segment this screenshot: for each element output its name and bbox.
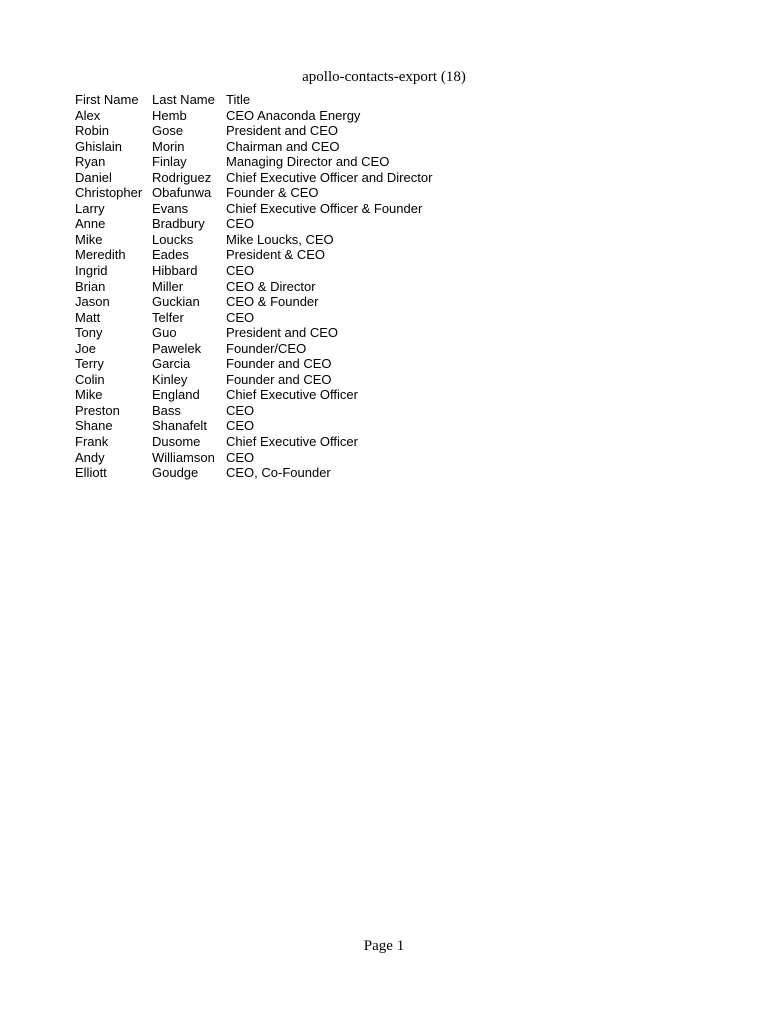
table-header-row	[73, 92, 526, 108]
cell-last-name: Garcia	[152, 356, 191, 372]
cell-first-name: Colin	[75, 371, 105, 387]
cell-last-name: Gose	[152, 123, 184, 139]
cell-title: CEO	[226, 263, 255, 279]
cell-title: Chairman and CEO	[226, 138, 340, 154]
cell-title: Founder/CEO	[226, 340, 307, 356]
cell-last-name: Telfer	[152, 309, 184, 325]
cell-title: CEO & Director	[226, 278, 316, 294]
table-row	[73, 123, 526, 139]
cell-last-name: Pawelek	[152, 340, 202, 356]
cell-first-name: Preston	[75, 402, 120, 418]
cell-title: CEO	[226, 402, 255, 418]
cell-last-name: Miller	[152, 278, 184, 294]
cell-first-name: Tony	[75, 325, 103, 341]
cell-title: CEO, Co-Founder	[226, 465, 331, 481]
cell-first-name: Terry	[75, 356, 104, 372]
cell-first-name: Daniel	[75, 169, 112, 185]
cell-last-name: Guckian	[152, 294, 200, 310]
cell-title: Founder and CEO	[226, 371, 332, 387]
cell-first-name: Shane	[75, 418, 113, 434]
cell-last-name: Finlay	[152, 154, 187, 170]
cell-title: Founder & CEO	[226, 185, 319, 201]
cell-first-name: Jason	[75, 294, 110, 310]
cell-last-name: Bradbury	[152, 216, 205, 232]
cell-last-name: Kinley	[152, 371, 188, 387]
table-row	[73, 185, 526, 201]
page-number: Page 1	[363, 938, 405, 954]
table-row	[73, 450, 526, 466]
column-header-title: Title	[226, 92, 251, 107]
cell-first-name: Mike	[75, 387, 103, 403]
cell-title: CEO & Founder	[226, 294, 319, 310]
cell-first-name: Alex	[75, 107, 101, 123]
cell-first-name: Ghislain	[75, 138, 122, 154]
cell-first-name: Christopher	[75, 185, 143, 201]
table-row	[73, 232, 526, 248]
table-row	[73, 434, 526, 450]
table-row	[73, 418, 526, 434]
cell-first-name: Mike	[75, 231, 103, 247]
table-row	[73, 372, 526, 388]
cell-last-name: Bass	[152, 402, 181, 418]
cell-title: Founder and CEO	[226, 356, 332, 372]
cell-last-name: Goudge	[152, 465, 199, 481]
cell-last-name: Evans	[152, 200, 189, 216]
table-row	[73, 356, 526, 372]
cell-last-name: Rodriguez	[152, 169, 212, 185]
cell-first-name: Anne	[75, 216, 106, 232]
cell-last-name: Shanafelt	[152, 418, 207, 434]
table-row	[73, 341, 526, 357]
table-row	[73, 247, 526, 263]
page-title: apollo-contacts-export (18)	[302, 69, 466, 85]
table-row	[73, 294, 526, 310]
table-row	[73, 465, 526, 481]
cell-title: Chief Executive Officer	[226, 387, 358, 403]
table-row	[73, 201, 526, 217]
table-row	[73, 263, 526, 279]
cell-title: President and CEO	[226, 123, 339, 139]
table-row	[73, 310, 526, 326]
cell-first-name: Frank	[75, 434, 109, 450]
table-row	[73, 170, 526, 186]
table-row	[73, 108, 526, 124]
cell-first-name: Larry	[75, 200, 105, 216]
cell-first-name: Ryan	[75, 154, 106, 170]
table-row	[73, 216, 526, 232]
cell-title: CEO	[226, 309, 255, 325]
table-row	[73, 403, 526, 419]
contacts-table	[73, 92, 526, 481]
cell-last-name: Hibbard	[152, 263, 198, 279]
cell-last-name: Dusome	[152, 434, 201, 450]
cell-title: Mike Loucks, CEO	[226, 231, 334, 247]
cell-title: CEO	[226, 216, 255, 232]
column-header-first-name: First Name	[75, 92, 139, 107]
cell-last-name: Hemb	[152, 107, 187, 123]
cell-last-name: Obafunwa	[152, 185, 212, 201]
cell-first-name: Ingrid	[75, 263, 108, 279]
table-row	[73, 387, 526, 403]
table-row	[73, 154, 526, 170]
cell-first-name: Elliott	[75, 465, 107, 481]
cell-title: Chief Executive Officer & Founder	[226, 200, 423, 216]
cell-last-name: Williamson	[152, 449, 215, 465]
table-body	[73, 108, 526, 481]
cell-first-name: Brian	[75, 278, 106, 294]
cell-title: CEO Anaconda Energy	[226, 107, 361, 123]
table-row	[73, 325, 526, 341]
table-row	[73, 139, 526, 155]
column-header-last-name: Last Name	[152, 92, 215, 107]
cell-title: CEO	[226, 449, 255, 465]
cell-last-name: Morin	[152, 138, 185, 154]
cell-title: CEO	[226, 418, 255, 434]
cell-first-name: Robin	[75, 123, 109, 139]
cell-first-name: Meredith	[75, 247, 126, 263]
cell-title: Managing Director and CEO	[226, 154, 390, 170]
cell-last-name: Eades	[152, 247, 189, 263]
cell-title: Chief Executive Officer and Director	[226, 169, 433, 185]
cell-title: President and CEO	[226, 325, 339, 341]
cell-first-name: Joe	[75, 340, 96, 356]
cell-first-name: Matt	[75, 309, 101, 325]
cell-title: Chief Executive Officer	[226, 434, 358, 450]
cell-last-name: Loucks	[152, 231, 194, 247]
table-row	[73, 279, 526, 295]
cell-last-name: Guo	[152, 325, 177, 341]
cell-title: President & CEO	[226, 247, 325, 263]
cell-first-name: Andy	[75, 449, 105, 465]
cell-last-name: England	[152, 387, 200, 403]
